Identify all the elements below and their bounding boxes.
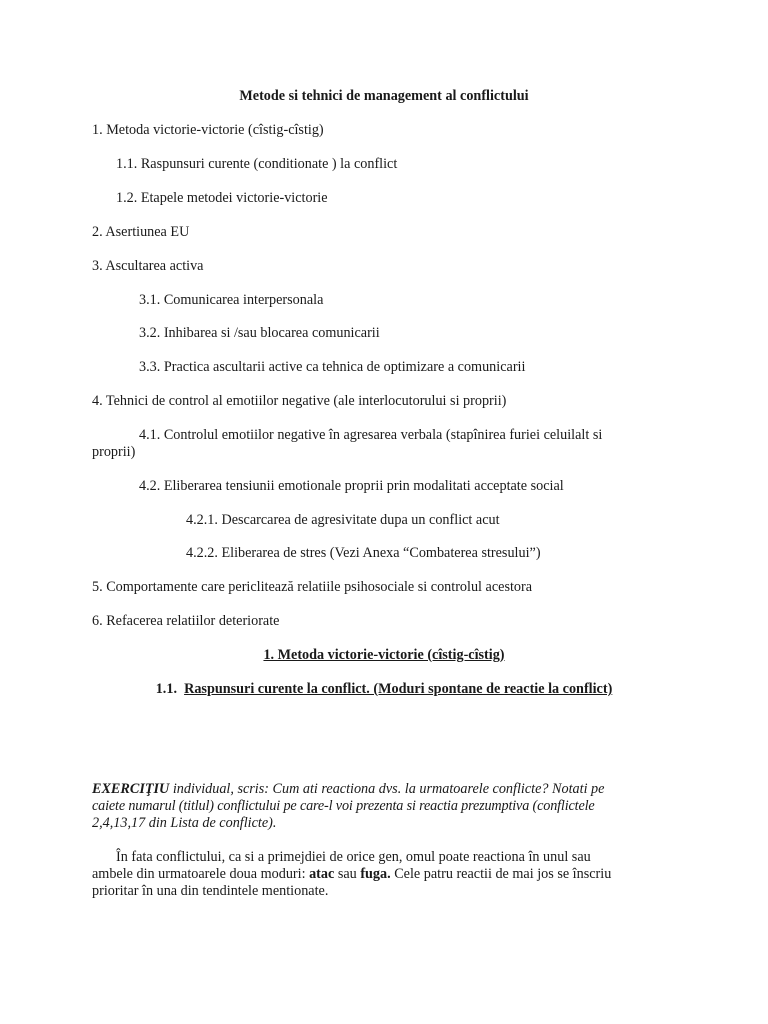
toc-item-3-1: 3.1. Comunicarea interpersonala [139,292,324,308]
paragraph-line-3: prioritar în una din tendintele mentionate. [92,883,329,899]
paragraph-line-2: ambele din urmatoarele doua moduri: atac sau fuga. Cele patru reactii de mai jos se înscriu [92,866,612,882]
toc-item-4: 4. Tehnici de control al emotiilor negative (ale interlocutorului si proprii) [92,393,507,409]
section-heading [0,647,768,664]
exercise-label: EXERCIŢIU [92,781,170,797]
toc-item-4-2-1: 4.2.1. Descarcarea de agresivitate dupa un conflict acut [186,512,500,528]
toc-item-4-2: 4.2. Eliberarea tensiunii emotionale proprii prin modalitati acceptate social [139,478,564,494]
toc-item-5: 5. Comportamente care periclitează relatiile psihosociale si controlul acestora [92,579,533,595]
toc-item-6: 6. Refacerea relatiilor deteriorate [92,613,280,629]
toc-item-2: 2. Asertiunea EU [92,224,190,240]
toc-item-4-2-2: 4.2.2. Eliberarea de stres (Vezi Anexa “Combaterea stresului”) [186,545,541,561]
toc-item-1-1: 1.1. Raspunsuri curente (conditionate ) la conflict [116,156,398,172]
bold-attack: atac [309,866,335,882]
toc-item-1: 1. Metoda victorie-victorie (cîstig-cîstig) [92,122,324,138]
bold-flight: fuga. [360,866,391,882]
exercise-line-2: caiete numarul (titlul) conflictului pe care-l voi prezenta si reactia prezumptiva (conflictele [92,798,595,814]
subsection-heading-text: Raspunsuri curente la conflict. (Moduri spontane de reactie la conflict) [184,681,613,697]
section-heading-text: 1. Metoda victorie-victorie (cîstig-cîstig) [263,647,505,663]
document-title: Metode si tehnici de management al conflictului [239,88,529,104]
subsection-number: 1.1. [155,681,177,697]
toc-item-3-3: 3.3. Practica ascultarii active ca tehnica de optimizare a comunicarii [139,359,526,375]
exercise-line-1: EXERCIŢIU individual, scris: Cum ati reactiona dvs. la urmatoarele conflicte? Notati pe [92,781,605,797]
paragraph-line-1: În fata conflictului, ca si a primejdiei de orice gen, omul poate reactiona în unul sau [116,849,591,865]
subsection-heading [0,681,768,698]
toc-item-4-1: 4.1. Controlul emotiilor negative în agresarea verbala (stapînirea furiei celuilalt si [139,427,603,443]
exercise-line-3: 2,4,13,17 din Lista de conflicte). [92,815,277,831]
toc-item-4-1-cont: proprii) [92,444,136,460]
toc-item-3: 3. Ascultarea activa [92,258,204,274]
toc-item-3-2: 3.2. Inhibarea si /sau blocarea comunicarii [139,325,380,341]
toc-item-1-2: 1.2. Etapele metodei victorie-victorie [116,190,328,206]
